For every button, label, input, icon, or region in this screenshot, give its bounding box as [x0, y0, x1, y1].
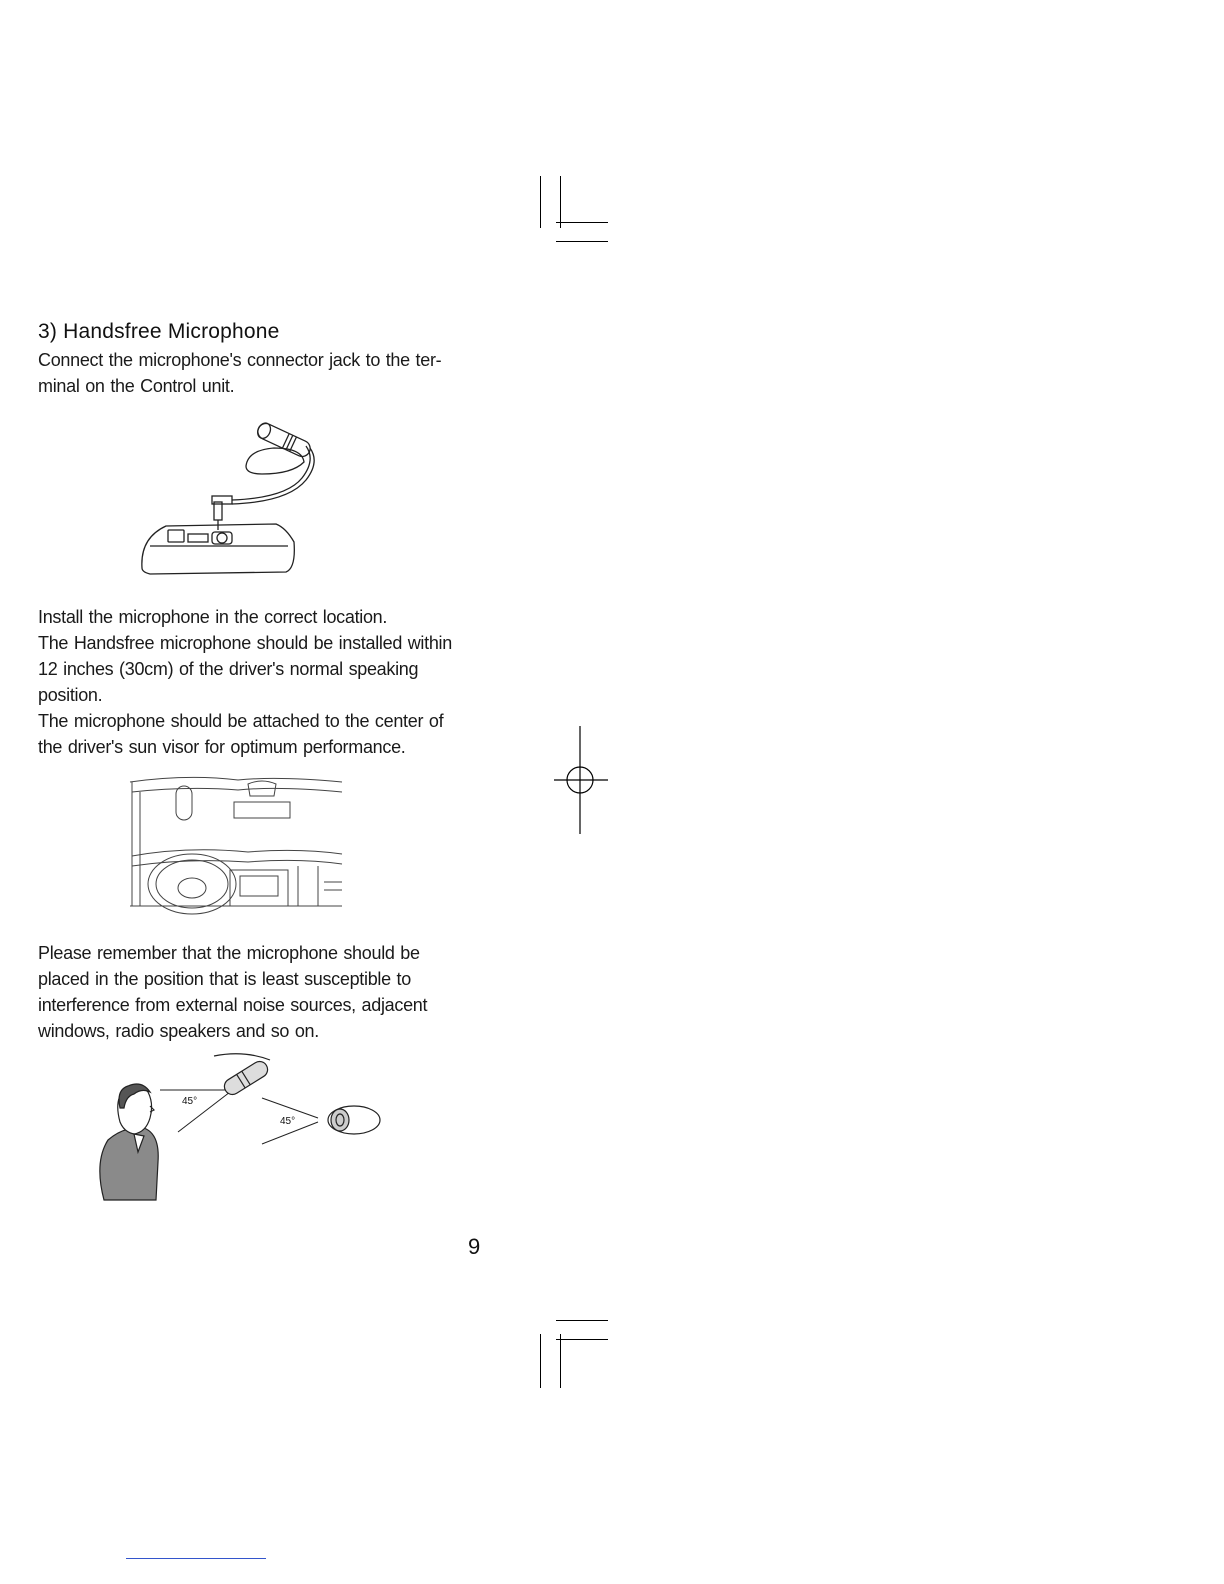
- microphone-angle-illustration: [94, 1052, 386, 1202]
- registration-mark-icon: [552, 726, 612, 836]
- placement-line: Please remember that the microphone should be: [38, 943, 420, 963]
- crop-mark-top-vertical-right: [560, 176, 561, 228]
- crop-mark-bottom-vertical-left: [540, 1334, 541, 1388]
- install-line: position.: [38, 685, 103, 705]
- placement-line: placed in the position that is least susceptible to: [38, 969, 411, 989]
- angle-label: 45°: [280, 1116, 296, 1127]
- install-line: the driver's sun visor for optimum performance.: [38, 737, 406, 757]
- install-line: 12 inches (30cm) of the driver's normal speaking: [38, 659, 419, 679]
- bottom-rule: [126, 1558, 266, 1559]
- page-number: 9: [468, 1234, 481, 1259]
- crop-mark-top-horizontal-2: [556, 241, 608, 242]
- install-line: Install the microphone in the correct location.: [38, 607, 388, 627]
- section-heading: 3) Handsfree Microphone: [38, 320, 280, 343]
- intro-line: minal on the Control unit.: [38, 376, 235, 396]
- install-paragraph: [38, 604, 478, 760]
- install-line: The microphone should be attached to the center of: [38, 711, 444, 731]
- intro-paragraph: [38, 347, 478, 399]
- install-line: The Handsfree microphone should be installed within: [38, 633, 452, 653]
- placement-line: interference from external noise sources, adjacent: [38, 995, 428, 1015]
- driver-figure: [100, 1084, 158, 1200]
- placement-line: windows, radio speakers and so on.: [38, 1021, 319, 1041]
- crop-mark-bottom-horizontal-1: [556, 1320, 608, 1321]
- angle-label: 45°: [182, 1096, 198, 1107]
- car-interior-illustration: [128, 772, 344, 910]
- intro-line: Connect the microphone's connector jack to the ter-: [38, 350, 442, 370]
- crop-mark-bottom-horizontal-2: [556, 1339, 608, 1340]
- crop-mark-top-vertical-left: [540, 176, 541, 228]
- crop-mark-bottom-vertical-right: [560, 1334, 561, 1388]
- microphone-connection-illustration: [136, 418, 336, 582]
- crop-mark-top-horizontal-1: [556, 222, 608, 223]
- placement-paragraph: [38, 940, 478, 1044]
